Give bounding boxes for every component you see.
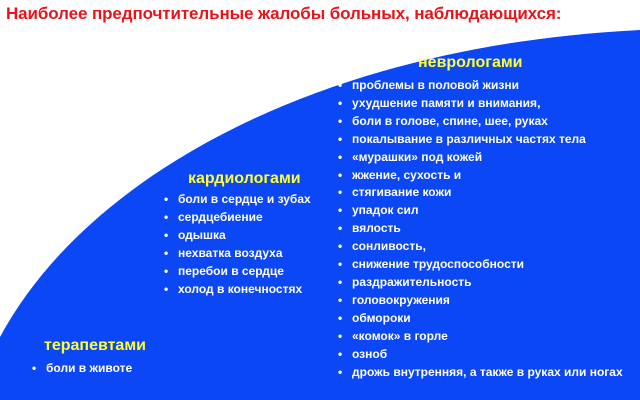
list-item: • дрожь внутренняя, а также в руках или ногах: [336, 364, 624, 382]
list-item: • сердцебиение: [162, 209, 311, 227]
list-item: • вялость: [336, 220, 624, 238]
list-item: • сонливость,: [336, 238, 624, 256]
list-cardiologists: [162, 191, 311, 298]
group-neurologists: [336, 54, 624, 381]
list-item: • упадок сил: [336, 202, 624, 220]
list-therapists: [30, 360, 146, 378]
group-title-therapists: терапевтами: [44, 337, 146, 354]
list-item: • стягивание кожи: [336, 184, 624, 202]
list-item: • боли в сердце и зубах: [162, 191, 311, 209]
list-item: • ухудшение памяти и внимания,: [336, 95, 624, 113]
list-item: • головокружения: [336, 292, 624, 310]
group-title-neurologists: неврологами: [418, 54, 523, 71]
list-item: • озноб: [336, 346, 624, 364]
group-cardiologists: [162, 170, 311, 298]
list-item: • «комок» в горле: [336, 328, 624, 346]
list-item: • снижение трудоспособности: [336, 256, 624, 274]
list-neurologists: [336, 77, 624, 381]
list-item: • холод в конечностях: [162, 281, 311, 299]
list-item: • боли в голове, спине, шее, руках: [336, 113, 624, 131]
list-item: • покалывание в различных частях тела: [336, 131, 624, 149]
group-title-cardiologists: кардиологами: [188, 170, 301, 187]
list-item: • одышка: [162, 227, 311, 245]
list-item: • перебои в сердце: [162, 263, 311, 281]
list-item: • боли в животе: [30, 360, 146, 378]
list-item: • проблемы в половой жизни: [336, 77, 624, 95]
group-therapists: [30, 337, 146, 378]
list-item: • обмороки: [336, 310, 624, 328]
list-item: • раздражительность: [336, 274, 624, 292]
list-item: • нехватка воздуха: [162, 245, 311, 263]
list-item: • «мурашки» под кожей: [336, 149, 624, 167]
list-item: • жжение, сухость и: [336, 167, 624, 185]
slide-title: Наиболее предпочтительные жалобы больных, наблюдающихся:: [6, 4, 562, 23]
